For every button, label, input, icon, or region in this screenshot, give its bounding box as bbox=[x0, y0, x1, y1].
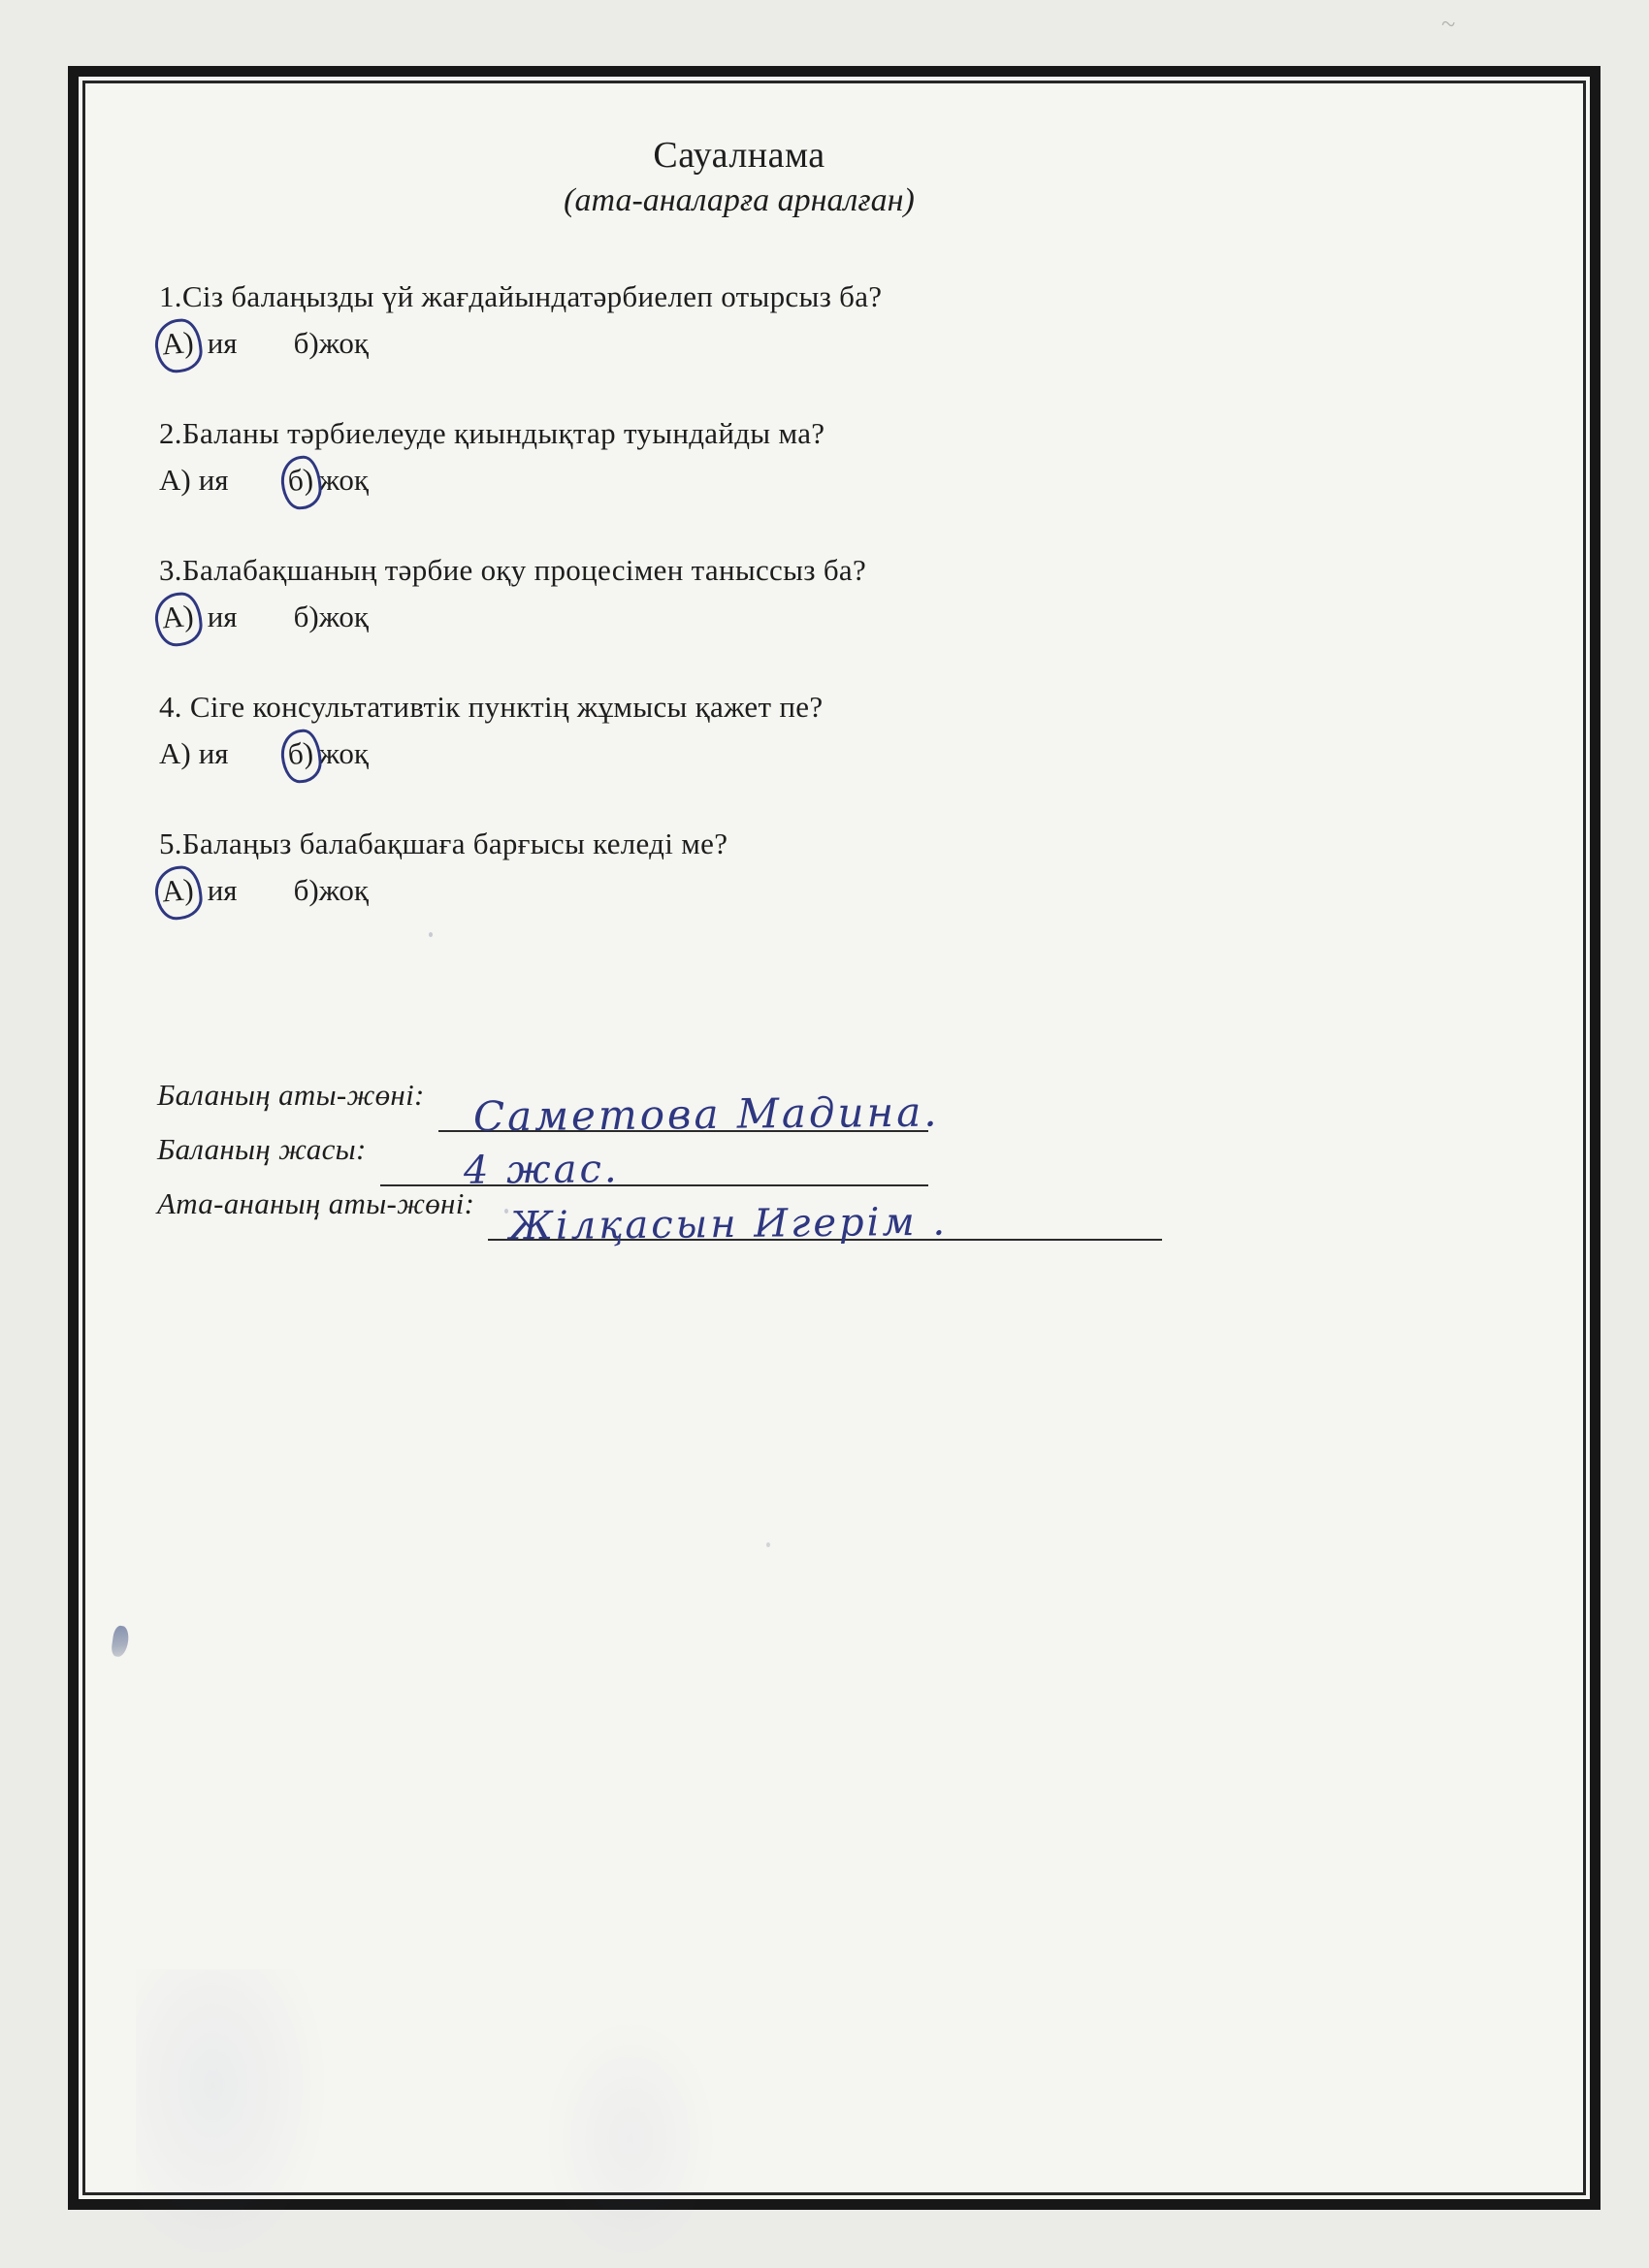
circled-answer-mark: б) bbox=[278, 728, 323, 784]
page-border-frame bbox=[68, 66, 1600, 2210]
scan-smudge bbox=[136, 1969, 330, 2260]
option-b bbox=[294, 873, 369, 907]
scan-speck bbox=[504, 1209, 508, 1214]
scan-artifact-mark: ~ bbox=[1439, 9, 1458, 39]
answer-word: ия bbox=[207, 599, 238, 634]
handwritten-value: 4 жас. bbox=[463, 1147, 620, 1193]
answer-letter: б) bbox=[293, 599, 319, 634]
option-a bbox=[159, 873, 238, 907]
answer-letter: А) bbox=[159, 463, 191, 498]
answer-word: ия bbox=[198, 463, 229, 498]
questions-list bbox=[159, 275, 1438, 915]
answer-word: жоқ bbox=[318, 736, 369, 771]
fields-list bbox=[157, 1078, 1438, 1249]
form-field-row bbox=[157, 1186, 1438, 1249]
circled-answer-mark: б) bbox=[278, 454, 323, 510]
question-item bbox=[159, 549, 1438, 641]
answer-word: жоқ bbox=[318, 599, 369, 634]
form-subtitle: (ата-аналарға арналған) bbox=[564, 182, 915, 218]
option-a bbox=[159, 326, 238, 360]
option-a bbox=[159, 736, 229, 770]
form-title: Сауалнама bbox=[653, 135, 825, 176]
question-options bbox=[159, 732, 1438, 778]
form-field-row bbox=[157, 1132, 1438, 1193]
handwritten-value: Саметова Мадина. bbox=[472, 1087, 940, 1141]
circled-answer-mark: А) bbox=[153, 864, 204, 922]
question-text: 4. Сіге консультативтік пунктің жұмысы қажет пе? bbox=[159, 690, 824, 725]
question-options bbox=[159, 322, 1438, 368]
question-options bbox=[159, 869, 1438, 915]
question-options bbox=[159, 459, 1438, 504]
question-text: 5.Балаңыз балабақшаға барғысы келеді ме? bbox=[159, 826, 728, 861]
option-b bbox=[294, 599, 369, 633]
scan-speck bbox=[429, 932, 433, 937]
option-a bbox=[159, 463, 229, 497]
answer-word: жоқ bbox=[318, 326, 369, 361]
field-underline bbox=[438, 1082, 940, 1141]
question-text: 3.Балабақшаның тәрбие оқу процесімен таныссыз ба? bbox=[159, 553, 867, 588]
option-b bbox=[294, 326, 369, 360]
scan-speck bbox=[766, 1542, 770, 1547]
form-field-row bbox=[157, 1078, 1438, 1141]
page bbox=[82, 81, 1586, 2195]
answer-word: ия bbox=[207, 326, 238, 361]
circled-answer-mark: А) bbox=[153, 317, 204, 374]
field-label: Баланың аты-жөні: bbox=[157, 1078, 425, 1113]
answer-word: ия bbox=[198, 736, 229, 771]
field-underline bbox=[380, 1138, 928, 1193]
field-label: Ата-ананың аты-жөні: bbox=[157, 1186, 475, 1221]
title-block bbox=[157, 134, 1438, 219]
question-options bbox=[159, 596, 1438, 641]
question-item bbox=[159, 686, 1438, 778]
option-b bbox=[285, 736, 369, 770]
option-a bbox=[159, 599, 238, 633]
field-label: Баланың жасы: bbox=[157, 1132, 367, 1167]
answer-letter: А) bbox=[159, 736, 191, 771]
answer-letter: б) bbox=[293, 873, 319, 908]
handwritten-value: Жілқасын Игерім . bbox=[509, 1199, 949, 1249]
answer-word: жоқ bbox=[318, 873, 369, 908]
option-b bbox=[285, 463, 369, 497]
question-text: 1.Сіз балаңызды үй жағдайындатәрбиелеп отырсыз ба? bbox=[159, 279, 883, 313]
question-text: 2.Баланы тәрбиелеуде қиындықтар туындайды ма? bbox=[159, 416, 825, 451]
question-item bbox=[159, 823, 1438, 915]
scan-smudge bbox=[543, 2018, 718, 2260]
answer-word: ия bbox=[207, 873, 238, 908]
circled-answer-mark: А) bbox=[153, 591, 204, 648]
field-underline bbox=[488, 1190, 1162, 1249]
question-item bbox=[159, 275, 1438, 368]
answer-letter: б) bbox=[293, 326, 319, 361]
question-item bbox=[159, 412, 1438, 504]
answer-word: жоқ bbox=[318, 463, 369, 498]
